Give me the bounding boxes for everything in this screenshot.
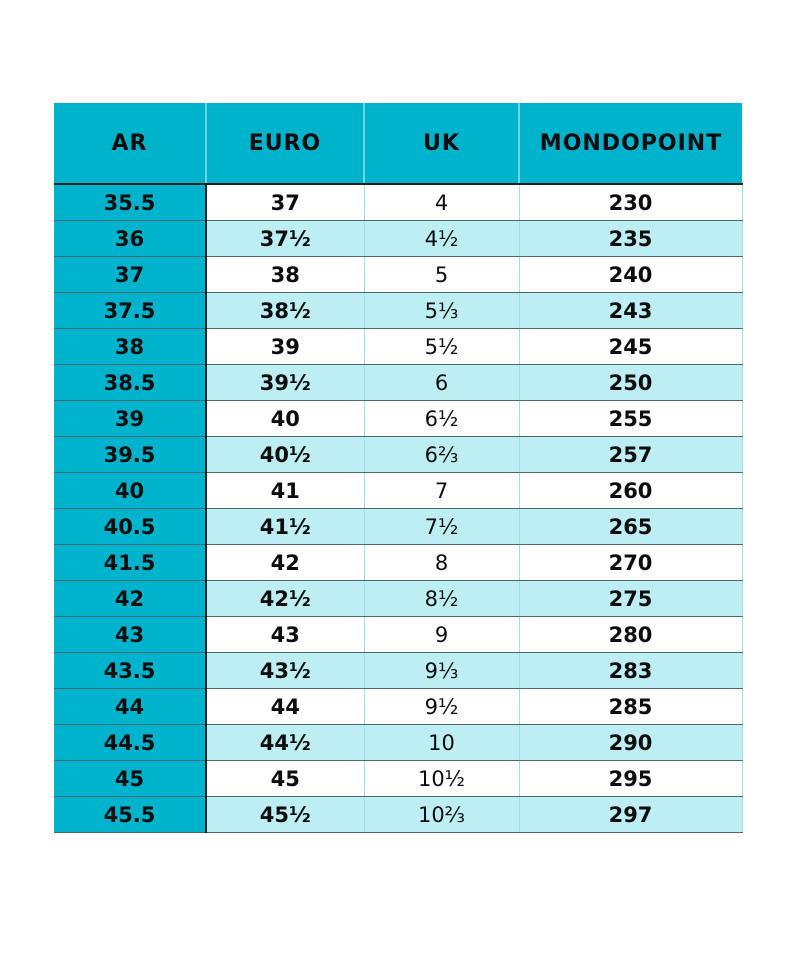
cell-mondopoint: 257 <box>519 437 742 473</box>
cell-mondopoint: 290 <box>519 725 742 761</box>
table-row <box>54 653 742 689</box>
cell-ar: 44.5 <box>54 725 206 761</box>
cell-euro: 44 <box>206 689 364 725</box>
cell-mondopoint: 230 <box>519 184 742 221</box>
cell-ar: 43.5 <box>54 653 206 689</box>
cell-uk: 5½ <box>364 329 519 365</box>
cell-ar: 35.5 <box>54 184 206 221</box>
cell-mondopoint: 265 <box>519 509 742 545</box>
cell-euro: 39 <box>206 329 364 365</box>
cell-ar: 45 <box>54 761 206 797</box>
cell-mondopoint: 283 <box>519 653 742 689</box>
cell-mondopoint: 270 <box>519 545 742 581</box>
header-mondopoint: MONDOPOINT <box>519 103 742 184</box>
header-uk: UK <box>364 103 519 184</box>
table-row <box>54 329 742 365</box>
cell-mondopoint: 250 <box>519 365 742 401</box>
cell-ar: 39.5 <box>54 437 206 473</box>
cell-mondopoint: 280 <box>519 617 742 653</box>
cell-euro: 43½ <box>206 653 364 689</box>
cell-mondopoint: 235 <box>519 221 742 257</box>
cell-euro: 43 <box>206 617 364 653</box>
table-row <box>54 437 742 473</box>
table-row <box>54 761 742 797</box>
header-euro: EURO <box>206 103 364 184</box>
cell-mondopoint: 260 <box>519 473 742 509</box>
cell-uk: 8½ <box>364 581 519 617</box>
table-row <box>54 401 742 437</box>
cell-euro: 42½ <box>206 581 364 617</box>
cell-euro: 38 <box>206 257 364 293</box>
cell-ar: 43 <box>54 617 206 653</box>
cell-ar: 39 <box>54 401 206 437</box>
cell-uk: 6½ <box>364 401 519 437</box>
cell-euro: 40½ <box>206 437 364 473</box>
cell-euro: 37 <box>206 184 364 221</box>
cell-mondopoint: 255 <box>519 401 742 437</box>
table-row <box>54 473 742 509</box>
cell-ar: 38.5 <box>54 365 206 401</box>
cell-uk: 7 <box>364 473 519 509</box>
cell-euro: 42 <box>206 545 364 581</box>
table-row <box>54 617 742 653</box>
cell-euro: 39½ <box>206 365 364 401</box>
cell-uk: 10⅔ <box>364 797 519 833</box>
cell-euro: 44½ <box>206 725 364 761</box>
cell-uk: 6⅔ <box>364 437 519 473</box>
cell-euro: 38½ <box>206 293 364 329</box>
table-row <box>54 797 742 833</box>
cell-mondopoint: 297 <box>519 797 742 833</box>
cell-ar: 44 <box>54 689 206 725</box>
cell-uk: 8 <box>364 545 519 581</box>
cell-euro: 41½ <box>206 509 364 545</box>
table-row <box>54 509 742 545</box>
cell-uk: 10 <box>364 725 519 761</box>
cell-uk: 9 <box>364 617 519 653</box>
table-row <box>54 184 742 221</box>
table-row <box>54 725 742 761</box>
table-row <box>54 689 742 725</box>
cell-mondopoint: 275 <box>519 581 742 617</box>
cell-ar: 38 <box>54 329 206 365</box>
cell-ar: 36 <box>54 221 206 257</box>
cell-euro: 45 <box>206 761 364 797</box>
header-ar: AR <box>54 103 206 184</box>
cell-mondopoint: 240 <box>519 257 742 293</box>
cell-mondopoint: 285 <box>519 689 742 725</box>
cell-uk: 9⅓ <box>364 653 519 689</box>
table-row <box>54 365 742 401</box>
cell-euro: 37½ <box>206 221 364 257</box>
cell-euro: 40 <box>206 401 364 437</box>
cell-ar: 41.5 <box>54 545 206 581</box>
cell-euro: 41 <box>206 473 364 509</box>
cell-uk: 9½ <box>364 689 519 725</box>
table-header <box>54 103 742 184</box>
table-row <box>54 545 742 581</box>
header-row <box>54 103 742 184</box>
cell-uk: 7½ <box>364 509 519 545</box>
table-row <box>54 581 742 617</box>
cell-uk: 6 <box>364 365 519 401</box>
cell-uk: 4½ <box>364 221 519 257</box>
table-row <box>54 257 742 293</box>
size-conversion-table <box>54 103 743 833</box>
cell-euro: 45½ <box>206 797 364 833</box>
table-row <box>54 221 742 257</box>
table-body <box>54 184 742 833</box>
cell-mondopoint: 295 <box>519 761 742 797</box>
cell-mondopoint: 245 <box>519 329 742 365</box>
cell-uk: 5⅓ <box>364 293 519 329</box>
cell-uk: 5 <box>364 257 519 293</box>
cell-ar: 40.5 <box>54 509 206 545</box>
table-row <box>54 293 742 329</box>
cell-mondopoint: 243 <box>519 293 742 329</box>
cell-ar: 37 <box>54 257 206 293</box>
cell-ar: 37.5 <box>54 293 206 329</box>
cell-ar: 40 <box>54 473 206 509</box>
cell-uk: 10½ <box>364 761 519 797</box>
cell-uk: 4 <box>364 184 519 221</box>
cell-ar: 45.5 <box>54 797 206 833</box>
cell-ar: 42 <box>54 581 206 617</box>
